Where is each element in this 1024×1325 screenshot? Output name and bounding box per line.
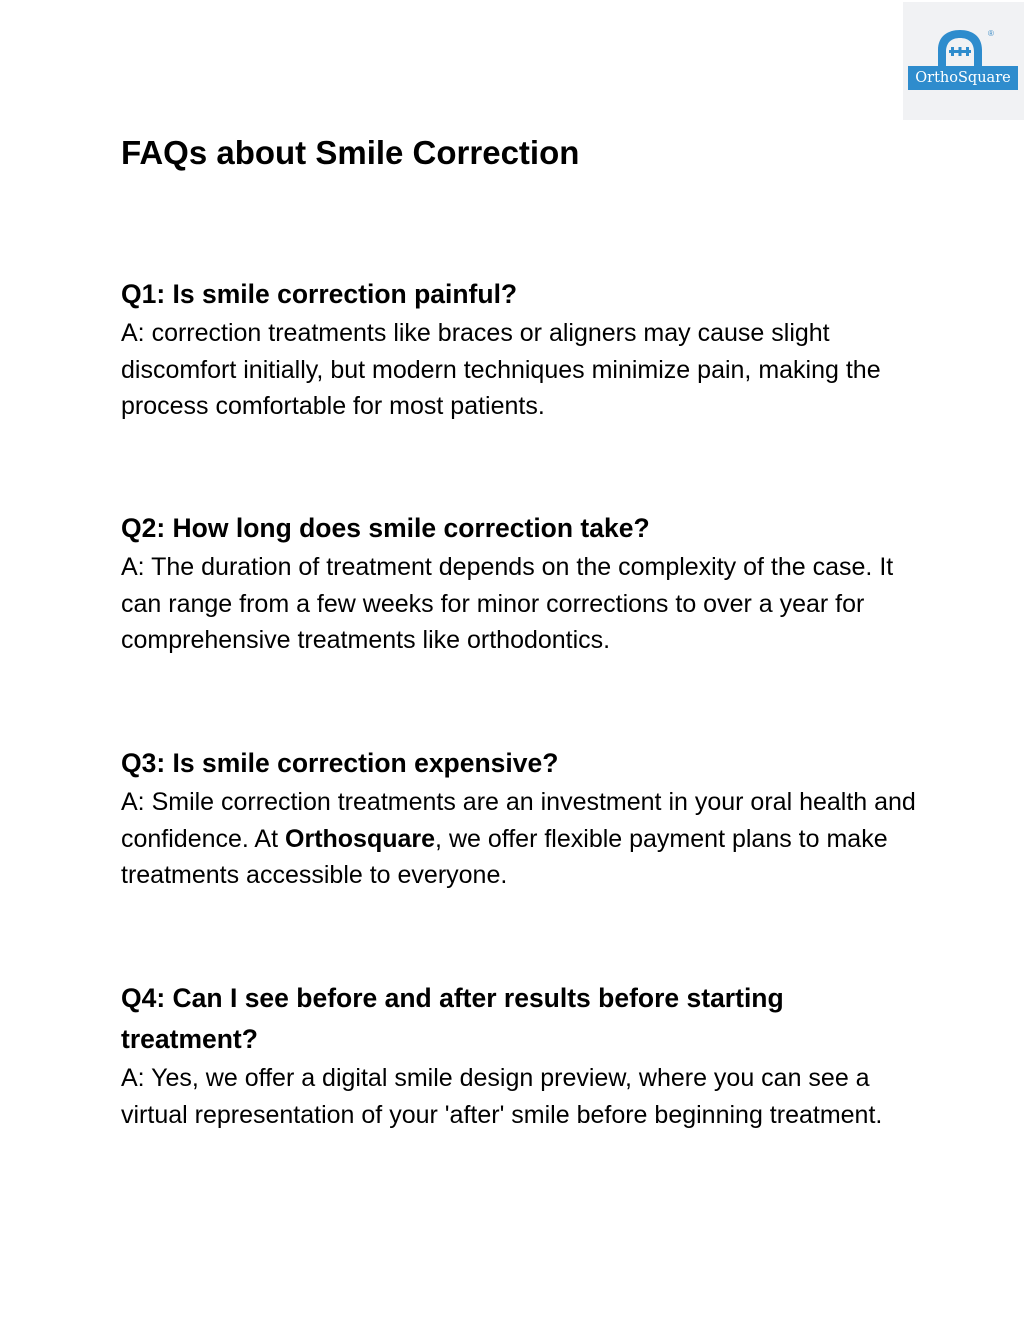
faq-answer: A: correction treatments like braces or aligners may cause slight discomfort initially, but modern techniques minimize pain, making the process comfortable for most patients. [121,319,881,421]
tooth-braces-icon [930,28,990,68]
faq-answer: A: Yes, we offer a digital smile design preview, where you can see a virtual representation of your 'after' smile before beginning treatment. [121,1064,883,1129]
faq-answer-text: , we offer flexible payment plans to make treatments accessible to everyone. [121,824,888,890]
faq-answer-text: A: Smile correction treatments are an investment in your oral health and confidence. At [121,788,916,853]
faq-item-3 [121,743,921,894]
faq-answer: A: The duration of treatment depends on the complexity of the case. It can range from a few weeks for minor corrections to over a year for comprehensive treatments like orthodontics. [121,553,894,655]
faq-item-1 [121,274,921,425]
orthosquare-logo [903,2,1024,120]
brand-name-bold: Orthosquare [285,824,436,853]
page-title: FAQs about Smile Correction [121,134,580,171]
faq-answer [121,784,921,894]
registered-mark: ® [988,29,994,38]
faq-question: Q1: Is smile correction painful? [121,279,518,309]
faq-item-2 [121,508,921,659]
faq-question: Q2: How long does smile correction take? [121,513,650,543]
logo-wordmark: OrthoSquare [908,66,1018,90]
faq-question: Q3: Is smile correction expensive? [121,748,559,778]
faq-question: Q4: Can I see before and after results before starting treatment? [121,983,784,1054]
faq-item-4 [121,978,921,1133]
